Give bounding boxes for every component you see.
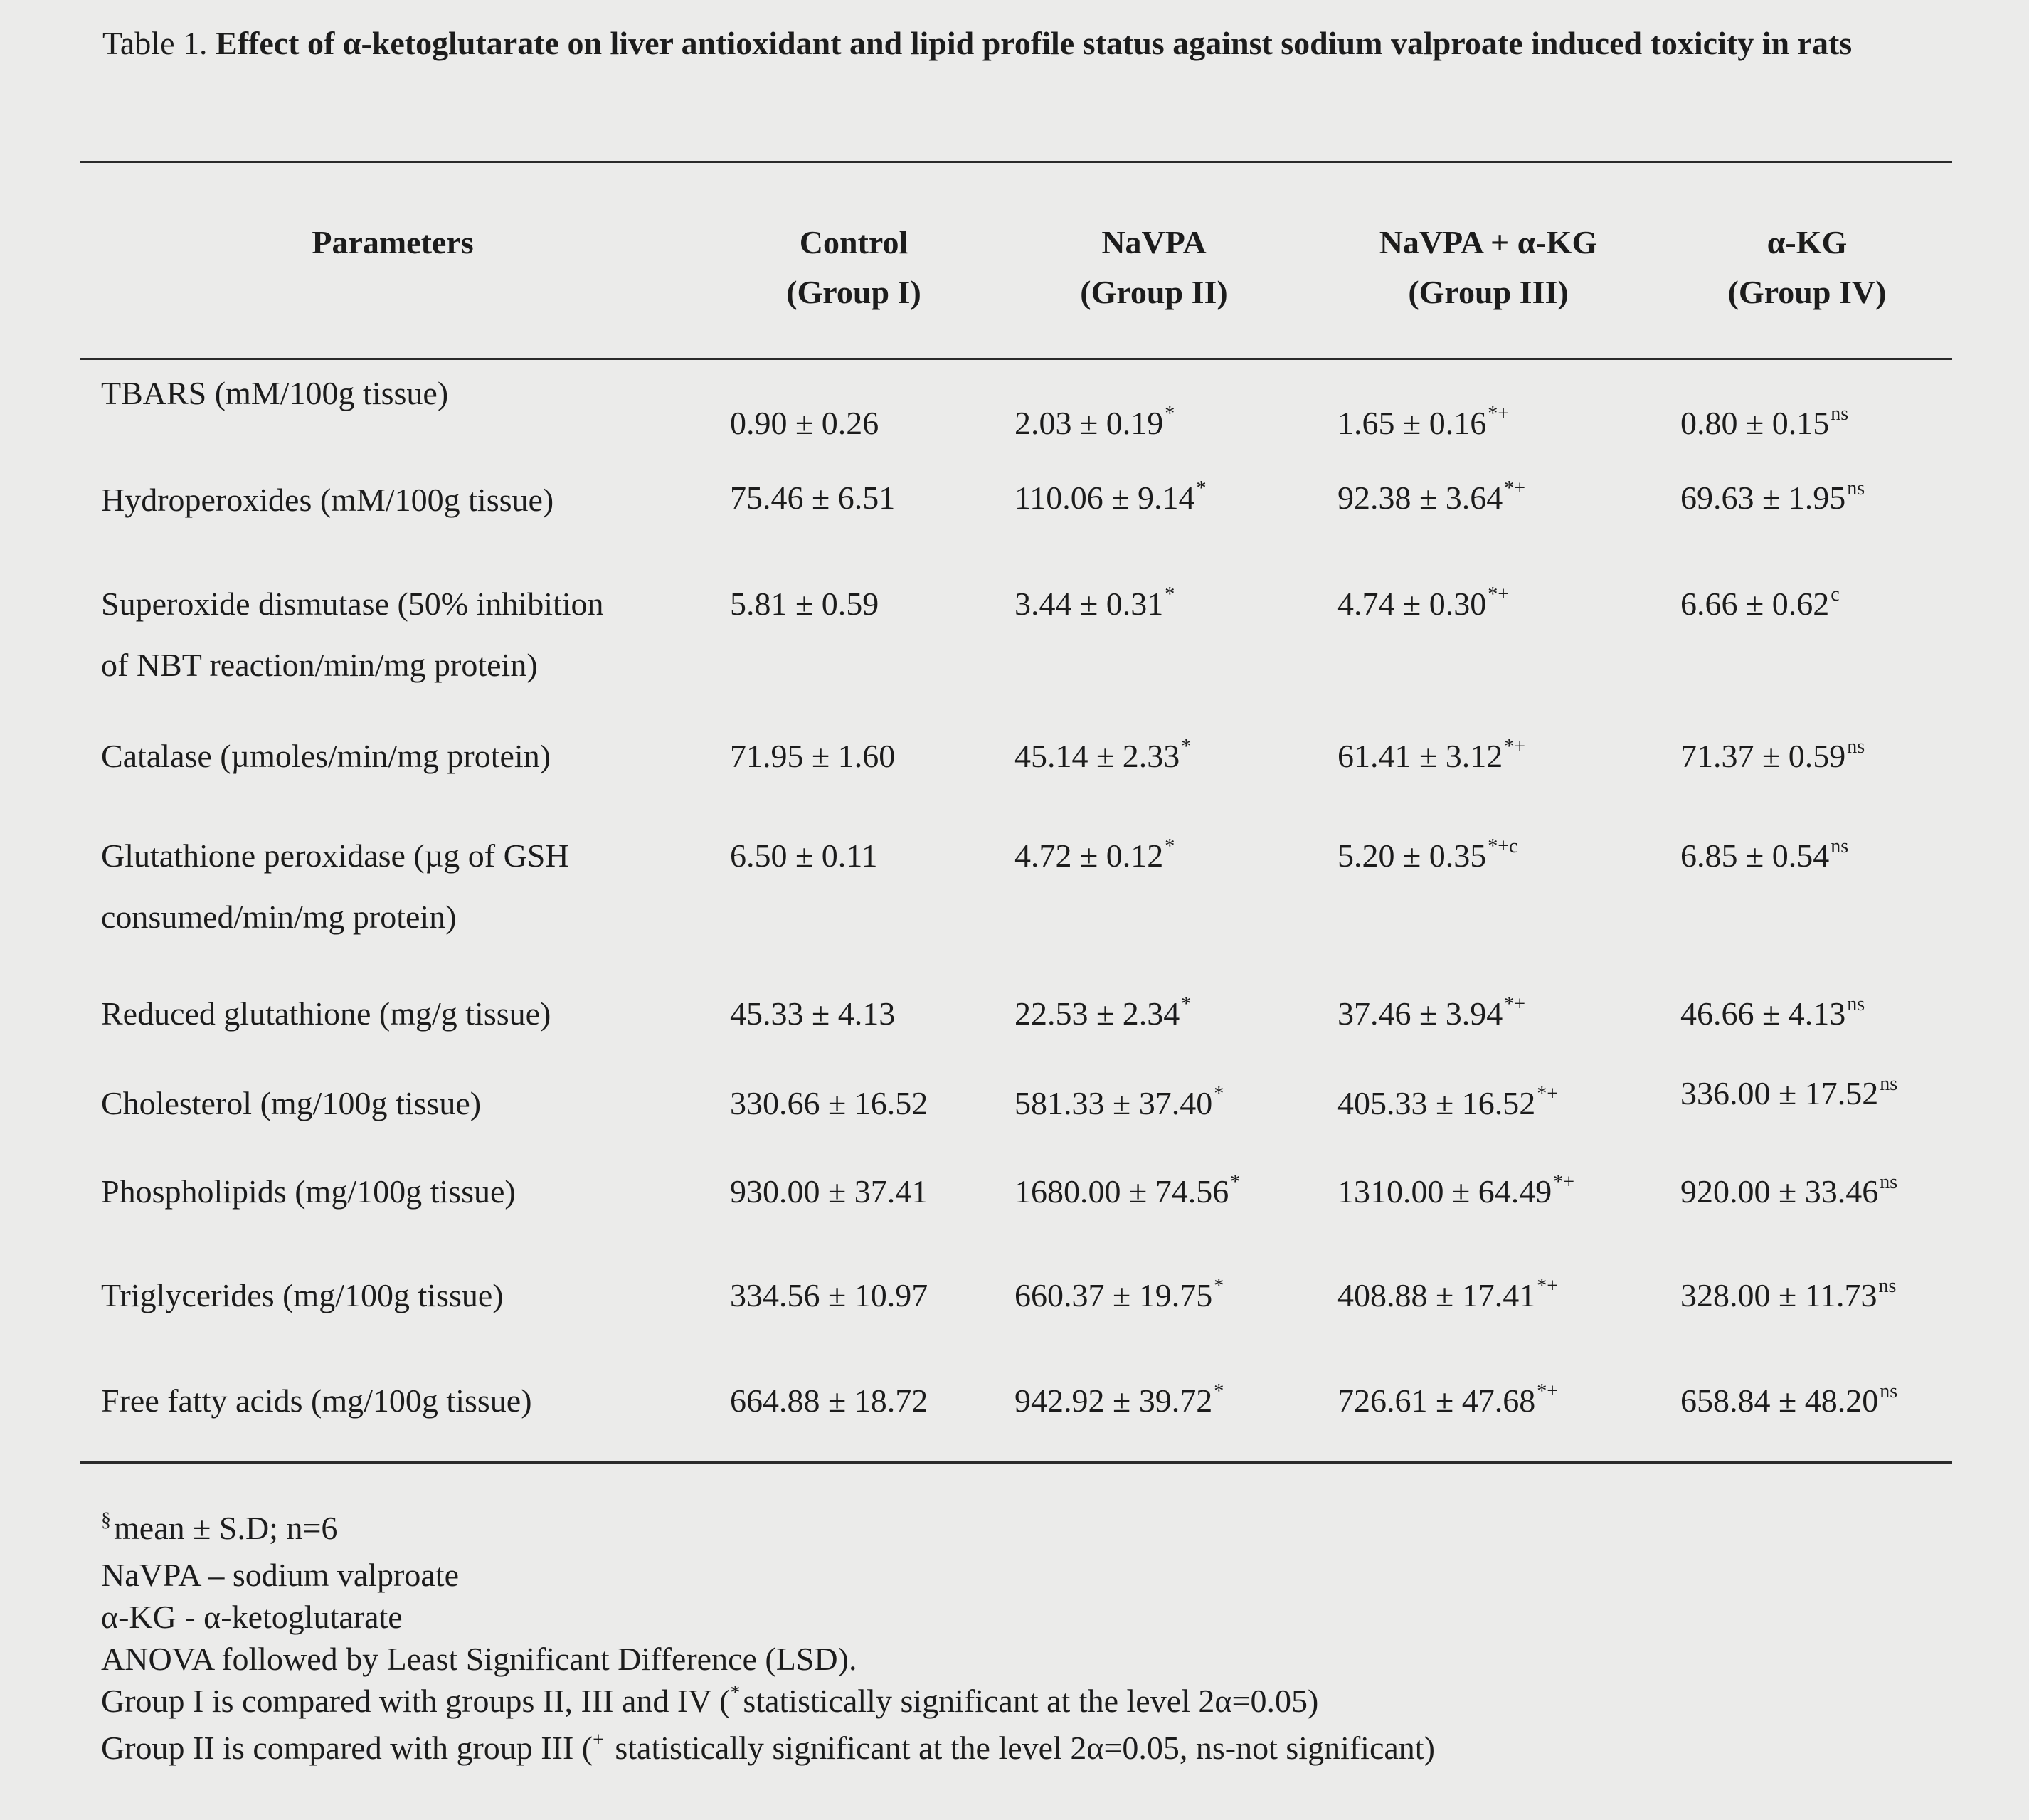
cell-value: 6.85 ± 0.54 (1680, 837, 1830, 874)
row-parameter-line: Hydroperoxides (mM/100g tissue) (101, 482, 554, 518)
top-rule (80, 161, 1952, 163)
row-parameter (101, 726, 551, 787)
significance-mark: * (1214, 1083, 1224, 1105)
cell-value: 664.88 ± 18.72 (730, 1382, 928, 1419)
header-navpa-akg-line1: NaVPA + α-KG (1379, 224, 1598, 260)
cell-value: 408.88 ± 17.41 (1337, 1277, 1536, 1313)
significance-mark: ns (1880, 1380, 1898, 1402)
table-cell (1680, 1073, 1898, 1116)
cell-value: 75.46 ± 6.51 (730, 480, 896, 516)
table-cell (730, 996, 896, 1037)
footnote-navpa: NaVPA – sodium valproate (101, 1557, 459, 1593)
cell-value: 71.37 ± 0.59 (1680, 738, 1846, 774)
table-cell (1680, 736, 1865, 779)
header-navpa-line2: (Group II) (1080, 274, 1228, 310)
row-parameter-line: Free fatty acids (mg/100g tissue) (101, 1382, 532, 1419)
cell-value: 61.41 ± 3.12 (1337, 738, 1503, 774)
cell-value: 6.50 ± 0.11 (730, 837, 878, 874)
footnote-mean (101, 1507, 1435, 1554)
cell-value: 92.38 ± 3.64 (1337, 480, 1503, 516)
header-akg (1665, 218, 1949, 317)
cell-value: 658.84 ± 48.20 (1680, 1382, 1879, 1419)
header-navpa-line1: NaVPA (1101, 224, 1207, 260)
table-cell (1337, 1380, 1559, 1424)
header-rule (80, 358, 1952, 360)
table-cell (1337, 1275, 1559, 1318)
table-cell (1014, 1171, 1241, 1215)
significance-mark: *+ (1537, 1083, 1559, 1105)
cell-value: 405.33 ± 16.52 (1337, 1085, 1536, 1121)
significance-mark: * (1165, 403, 1175, 425)
table-cell (1337, 583, 1510, 627)
bottom-rule (80, 1461, 1952, 1464)
significance-mark: *+ (1504, 993, 1526, 1015)
table-cell (1014, 583, 1175, 627)
row-parameter-line: Catalase (µmoles/min/mg protein) (101, 738, 551, 774)
table-cell (1014, 403, 1175, 446)
row-parameter-line: Superoxide dismutase (50% inhibition (101, 586, 604, 622)
footnote-group1 (101, 1680, 1435, 1727)
cell-value: 0.90 ± 0.26 (730, 405, 879, 441)
significance-mark: *+ (1537, 1275, 1559, 1297)
row-parameter (101, 1161, 516, 1222)
row-parameter (101, 573, 604, 696)
table-cell (730, 1086, 929, 1126)
cell-value: 0.80 ± 0.15 (1680, 405, 1830, 441)
header-akg-line2: (Group IV) (1727, 274, 1887, 310)
table-cell (1337, 835, 1518, 879)
table-caption (102, 20, 1966, 67)
table-cell (730, 739, 896, 779)
significance-mark: *+ (1488, 583, 1510, 605)
table-cell (1680, 1380, 1898, 1424)
header-navpa-akg (1332, 218, 1645, 317)
cell-value: 334.56 ± 10.97 (730, 1277, 928, 1313)
significance-mark: *+ (1553, 1171, 1575, 1193)
row-parameter (101, 470, 553, 531)
cell-value: 1.65 ± 0.16 (1337, 405, 1487, 441)
table-cell (1014, 1275, 1224, 1318)
cell-value: 22.53 ± 2.34 (1014, 995, 1180, 1032)
table-cell (1337, 1171, 1575, 1215)
significance-mark: *+ (1504, 736, 1526, 758)
footnote-anova: ANOVA followed by Least Significant Difference (LSD). (101, 1641, 857, 1677)
significance-mark: ns (1847, 993, 1865, 1015)
table-cell (730, 480, 896, 521)
cell-value: 942.92 ± 39.72 (1014, 1382, 1213, 1419)
table-cell (1014, 1380, 1224, 1424)
cell-value: 37.46 ± 3.94 (1337, 995, 1503, 1032)
significance-mark: *+ (1537, 1380, 1559, 1402)
significance-mark: * (1214, 1380, 1224, 1402)
footnote-group1-mark: * (730, 1682, 741, 1704)
cell-value: 3.44 ± 0.31 (1014, 586, 1164, 622)
cell-value: 336.00 ± 17.52 (1680, 1075, 1879, 1111)
cell-value: 330.66 ± 16.52 (730, 1085, 928, 1121)
cell-value: 726.61 ± 47.68 (1337, 1382, 1536, 1419)
table-cell (1680, 835, 1849, 879)
significance-mark: *+ (1488, 403, 1510, 425)
table-cell (1337, 736, 1526, 779)
significance-mark: * (1165, 583, 1175, 605)
table-cell (1014, 736, 1192, 779)
table-cell (1014, 993, 1192, 1037)
header-control-line2: (Group I) (786, 274, 921, 310)
cell-value: 45.14 ± 2.33 (1014, 738, 1180, 774)
row-parameter (101, 1265, 504, 1326)
cell-value: 5.20 ± 0.35 (1337, 837, 1487, 874)
significance-mark: c (1831, 583, 1840, 605)
cell-value: 4.72 ± 0.12 (1014, 837, 1164, 874)
table-cell (730, 838, 879, 879)
footnote-group2 (101, 1727, 1435, 1774)
cell-value: 1680.00 ± 74.56 (1014, 1173, 1229, 1210)
table-cell (1680, 403, 1849, 446)
significance-mark: * (1165, 835, 1175, 857)
table-cell (1014, 835, 1175, 879)
cell-value: 45.33 ± 4.13 (730, 995, 896, 1032)
table-cell (1014, 1083, 1224, 1126)
header-parameters (236, 218, 549, 268)
row-parameter (101, 1073, 481, 1134)
cell-value: 328.00 ± 11.73 (1680, 1277, 1877, 1313)
footnote-group2-pre: Group II is compared with group III ( (101, 1730, 593, 1766)
row-parameter-line: Reduced glutathione (mg/g tissue) (101, 995, 551, 1032)
row-parameter-line: Phospholipids (mg/100g tissue) (101, 1173, 516, 1210)
table-cell (1680, 477, 1865, 521)
cell-value: 110.06 ± 9.14 (1014, 480, 1195, 516)
footnote-group2-mark: + (593, 1729, 604, 1751)
table-cell (730, 406, 880, 446)
footnote-mean-symbol: § (101, 1509, 111, 1531)
significance-mark: ns (1847, 477, 1865, 499)
table-cell (1014, 477, 1207, 521)
row-parameter-line: Cholesterol (mg/100g tissue) (101, 1085, 482, 1121)
row-parameter (101, 1370, 532, 1432)
footnote-group1-post: statistically significant at the level 2α=0.05) (743, 1683, 1319, 1719)
significance-mark: ns (1831, 835, 1849, 857)
row-parameter-line: of NBT reaction/min/mg protein) (101, 647, 538, 683)
table-footnotes (101, 1507, 1435, 1774)
cell-value: 1310.00 ± 64.49 (1337, 1173, 1552, 1210)
table-cell (1680, 1171, 1898, 1215)
row-parameter (101, 983, 551, 1044)
row-parameter-line: consumed/min/mg protein) (101, 899, 457, 935)
cell-value: 71.95 ± 1.60 (730, 738, 896, 774)
cell-value: 930.00 ± 37.41 (730, 1173, 928, 1210)
significance-mark: *+c (1488, 835, 1518, 857)
cell-value: 4.74 ± 0.30 (1337, 586, 1487, 622)
cell-value: 5.81 ± 0.59 (730, 586, 879, 622)
significance-mark: ns (1878, 1275, 1897, 1297)
significance-mark: * (1181, 993, 1192, 1015)
significance-mark: * (1196, 477, 1207, 499)
header-navpa (1012, 218, 1296, 317)
table-cell (1337, 1083, 1559, 1126)
significance-mark: ns (1880, 1171, 1898, 1193)
caption-prefix: Table 1. (102, 25, 216, 61)
header-control (711, 218, 996, 317)
table-cell (1680, 993, 1865, 1037)
header-control-line1: Control (799, 224, 908, 260)
significance-mark: * (1214, 1275, 1224, 1297)
significance-mark: *+ (1504, 477, 1526, 499)
significance-mark: * (1181, 736, 1192, 758)
header-parameters-line1: Parameters (312, 224, 474, 260)
table-cell (730, 1383, 929, 1424)
significance-mark: ns (1831, 403, 1849, 425)
header-akg-line1: α-KG (1766, 224, 1848, 260)
row-parameter-line: Glutathione peroxidase (µg of GSH (101, 837, 569, 874)
table-cell (1337, 993, 1526, 1037)
cell-value: 6.66 ± 0.62 (1680, 586, 1830, 622)
footnote-mean-text: mean ± S.D; n=6 (114, 1510, 338, 1546)
row-parameter-line: TBARS (mM/100g tissue) (101, 375, 449, 411)
cell-value: 660.37 ± 19.75 (1014, 1277, 1213, 1313)
cell-value: 581.33 ± 37.40 (1014, 1085, 1213, 1121)
significance-mark: ns (1847, 736, 1865, 758)
footnote-group1-pre: Group I is compared with groups II, III and IV ( (101, 1683, 731, 1719)
table-cell (730, 1174, 929, 1215)
table-cell (1337, 477, 1526, 521)
header-navpa-akg-line2: (Group III) (1408, 274, 1569, 310)
table-cell (1680, 1275, 1897, 1318)
table-cell (1680, 583, 1840, 627)
cell-value: 2.03 ± 0.19 (1014, 405, 1164, 441)
cell-value: 69.63 ± 1.95 (1680, 480, 1846, 516)
row-parameter (101, 825, 569, 948)
caption-title: Effect of α-ketoglutarate on liver antioxidant and lipid profile status against sodium valproate induced toxicity in rats (216, 25, 1853, 61)
footnote-group2-post: statistically significant at the level 2α=0.05, ns-not significant) (606, 1730, 1435, 1766)
footnote-akg: α-KG - α-ketoglutarate (101, 1599, 403, 1635)
row-parameter-line: Triglycerides (mg/100g tissue) (101, 1277, 504, 1313)
significance-mark: * (1230, 1171, 1241, 1193)
significance-mark: ns (1880, 1073, 1898, 1095)
cell-value: 46.66 ± 4.13 (1680, 995, 1846, 1032)
table-cell (730, 1278, 929, 1318)
cell-value: 920.00 ± 33.46 (1680, 1173, 1879, 1210)
table-cell (1337, 403, 1510, 446)
row-parameter (101, 363, 448, 424)
table-cell (730, 586, 880, 627)
